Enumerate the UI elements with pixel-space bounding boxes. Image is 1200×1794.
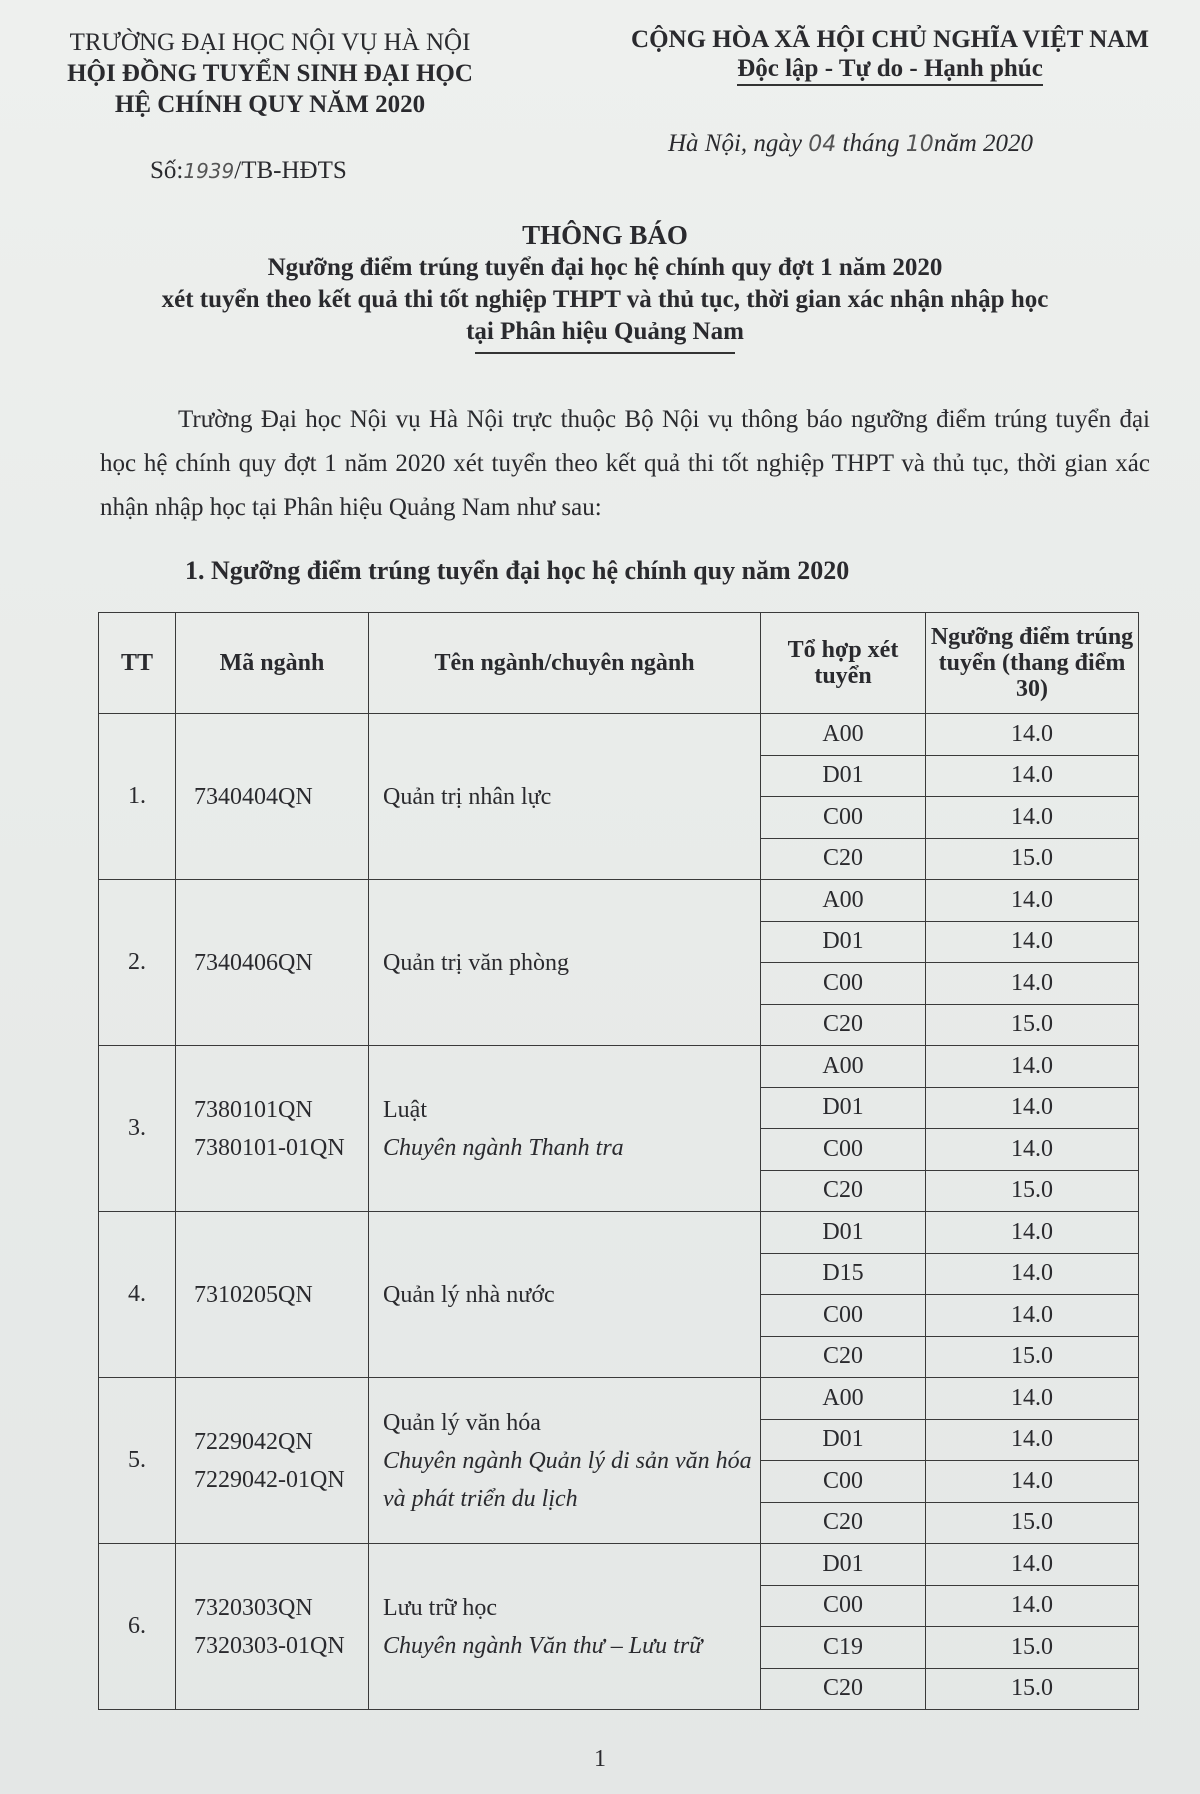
ma-nganh-code: 7340404QN — [194, 783, 313, 810]
cell-ma-nganh — [176, 714, 369, 880]
cell-nguong-diem: 15.0 — [926, 1170, 1139, 1212]
cell-nguong-diem: 14.0 — [926, 921, 1139, 963]
ten-nganh: Quản lý nhà nước — [383, 1281, 555, 1308]
cell-to-hop: C20 — [761, 1502, 926, 1544]
issuer-line-1: TRƯỜNG ĐẠI HỌC NỘI VỤ HÀ NỘI — [69, 29, 471, 56]
cell-tt: 5. — [99, 1378, 176, 1544]
cell-nguong-diem: 14.0 — [926, 1585, 1139, 1627]
table-row — [99, 1046, 1139, 1088]
document-title — [20, 218, 1190, 354]
title-line-1: Ngưỡng điểm trúng tuyển đại học hệ chính quy đợt 1 năm 2020 — [267, 254, 943, 281]
chuyen-nganh: Chuyên ngành Quản lý di sản văn hóa và phát triển du lịch — [383, 1447, 752, 1512]
cell-to-hop: D01 — [761, 1087, 926, 1129]
cell-to-hop: C00 — [761, 1585, 926, 1627]
cell-to-hop: C20 — [761, 1170, 926, 1212]
ten-nganh: Lưu trữ học — [383, 1594, 497, 1621]
handwritten-number: 1939 — [183, 159, 235, 183]
ma-nganh-code: 7310205QN — [194, 1281, 313, 1308]
ten-nganh: Quản lý văn hóa — [383, 1409, 541, 1436]
cell-to-hop: C20 — [761, 1668, 926, 1710]
national-motto-block — [600, 24, 1180, 86]
chuyen-nganh: Chuyên ngành Văn thư – Lưu trữ — [383, 1632, 703, 1659]
intro-paragraph: Trường Đại học Nội vụ Hà Nội trực thuộc Bộ Nội vụ thông báo ngưỡng điểm trúng tuyển đại học hệ chính quy đợt 1 năm 2020 xét tuyển theo kết quả thi tốt nghiệp THPT và thủ tục, thời gian xác nhận nhập học tại Phân hiệu Quảng Nam như sau: — [100, 406, 1150, 521]
cell-tt: 2. — [99, 880, 176, 1046]
cell-ten-nganh — [369, 1212, 761, 1378]
cell-nguong-diem: 14.0 — [926, 1295, 1139, 1337]
title-main: THÔNG BÁO — [522, 220, 688, 250]
cell-nguong-diem: 14.0 — [926, 1461, 1139, 1503]
table-row — [99, 880, 1139, 922]
ma-nganh-code: 7380101QN — [194, 1096, 313, 1123]
header-tt: TT — [99, 613, 176, 714]
ma-nganh-code: 7320303QN — [194, 1594, 313, 1621]
cell-to-hop: C00 — [761, 963, 926, 1005]
cell-tt: 6. — [99, 1544, 176, 1710]
table-row — [99, 1378, 1139, 1420]
cell-nguong-diem: 14.0 — [926, 1087, 1139, 1129]
country-name: CỘNG HÒA XÃ HỘI CHỦ NGHĨA VIỆT NAM — [631, 26, 1149, 53]
title-line-3: tại Phân hiệu Quảng Nam — [466, 318, 744, 345]
cell-nguong-diem: 15.0 — [926, 1004, 1139, 1046]
header-to-hop: Tổ hợp xét tuyển — [761, 613, 926, 714]
cell-nguong-diem: 14.0 — [926, 714, 1139, 756]
cell-to-hop: C20 — [761, 1004, 926, 1046]
cell-ma-nganh — [176, 1046, 369, 1212]
cell-to-hop: D15 — [761, 1253, 926, 1295]
header-ma-nganh: Mã ngành — [176, 613, 369, 714]
cell-to-hop: C00 — [761, 1295, 926, 1337]
cell-nguong-diem: 14.0 — [926, 880, 1139, 922]
cell-ten-nganh — [369, 880, 761, 1046]
header-ten-nganh: Tên ngành/chuyên ngành — [369, 613, 761, 714]
cell-nguong-diem: 14.0 — [926, 1378, 1139, 1420]
title-line-2: xét tuyển theo kết quả thi tốt nghiệp THPT và thủ tục, thời gian xác nhận nhập học — [161, 286, 1049, 313]
cell-ma-nganh — [176, 1378, 369, 1544]
cell-to-hop: C19 — [761, 1627, 926, 1669]
cell-to-hop: D01 — [761, 1212, 926, 1254]
cell-to-hop: A00 — [761, 880, 926, 922]
page-number: 1 — [594, 1746, 606, 1772]
cell-ten-nganh — [369, 1046, 761, 1212]
issuer-line-3: HỆ CHÍNH QUY NĂM 2020 — [114, 91, 426, 118]
cell-nguong-diem: 14.0 — [926, 797, 1139, 839]
ten-nganh: Luật — [383, 1096, 427, 1123]
cell-to-hop: C00 — [761, 797, 926, 839]
issuer-block — [30, 28, 510, 120]
cell-to-hop: D01 — [761, 1419, 926, 1461]
cell-tt: 1. — [99, 714, 176, 880]
cell-nguong-diem: 14.0 — [926, 963, 1139, 1005]
cell-nguong-diem: 14.0 — [926, 1129, 1139, 1171]
ma-nganh-code: 7380101-01QN — [194, 1134, 345, 1161]
cell-nguong-diem: 15.0 — [926, 1668, 1139, 1710]
cell-to-hop: A00 — [761, 1046, 926, 1088]
ten-nganh: Quản trị nhân lực — [383, 783, 552, 810]
motto: Độc lập - Tự do - Hạnh phúc — [737, 55, 1043, 86]
cell-nguong-diem: 15.0 — [926, 838, 1139, 880]
cell-ten-nganh — [369, 1378, 761, 1544]
cell-to-hop: D01 — [761, 1544, 926, 1586]
cell-ma-nganh — [176, 880, 369, 1046]
cell-nguong-diem: 14.0 — [926, 755, 1139, 797]
cell-ma-nganh — [176, 1212, 369, 1378]
section-1-heading: 1. Ngưỡng điểm trúng tuyển đại học hệ chính quy năm 2020 — [185, 556, 850, 585]
cell-nguong-diem: 14.0 — [926, 1253, 1139, 1295]
document-date: Hà Nội, ngày 04 tháng 10năm 2020 — [668, 130, 1034, 157]
issuer-line-2: HỘI ĐỒNG TUYỂN SINH ĐẠI HỌC — [67, 60, 473, 87]
cell-nguong-diem: 15.0 — [926, 1336, 1139, 1378]
admission-score-table — [98, 612, 1139, 1710]
cell-to-hop: C20 — [761, 1336, 926, 1378]
cell-to-hop: D01 — [761, 921, 926, 963]
cell-tt: 3. — [99, 1046, 176, 1212]
cell-nguong-diem: 14.0 — [926, 1544, 1139, 1586]
cell-ma-nganh — [176, 1544, 369, 1710]
table-row — [99, 1212, 1139, 1254]
header-nguong-diem: Ngưỡng điểm trúng tuyển (thang điểm 30) — [926, 613, 1139, 714]
cell-to-hop: C00 — [761, 1461, 926, 1503]
ma-nganh-code: 7229042QN — [194, 1428, 313, 1455]
handwritten-day: 04 — [808, 132, 837, 157]
chuyen-nganh: Chuyên ngành Thanh tra — [383, 1134, 624, 1161]
ma-nganh-code: 7229042-01QN — [194, 1466, 345, 1493]
table-row — [99, 1544, 1139, 1586]
cell-ten-nganh — [369, 1544, 761, 1710]
cell-nguong-diem: 14.0 — [926, 1046, 1139, 1088]
handwritten-month: 10 — [905, 132, 934, 157]
cell-ten-nganh — [369, 714, 761, 880]
cell-nguong-diem: 14.0 — [926, 1419, 1139, 1461]
cell-nguong-diem: 14.0 — [926, 1212, 1139, 1254]
ten-nganh: Quản trị văn phòng — [383, 949, 569, 976]
cell-to-hop: C20 — [761, 838, 926, 880]
cell-nguong-diem: 15.0 — [926, 1627, 1139, 1669]
cell-nguong-diem: 15.0 — [926, 1502, 1139, 1544]
ma-nganh-code: 7320303-01QN — [194, 1632, 345, 1659]
cell-tt: 4. — [99, 1212, 176, 1378]
table-row — [99, 714, 1139, 756]
title-underline — [475, 352, 735, 354]
cell-to-hop: C00 — [761, 1129, 926, 1171]
document-number: Số:1939/TB-HĐTS — [150, 157, 347, 184]
cell-to-hop: D01 — [761, 755, 926, 797]
cell-to-hop: A00 — [761, 1378, 926, 1420]
cell-to-hop: A00 — [761, 714, 926, 756]
ma-nganh-code: 7340406QN — [194, 949, 313, 976]
table-header-row — [99, 613, 1139, 714]
